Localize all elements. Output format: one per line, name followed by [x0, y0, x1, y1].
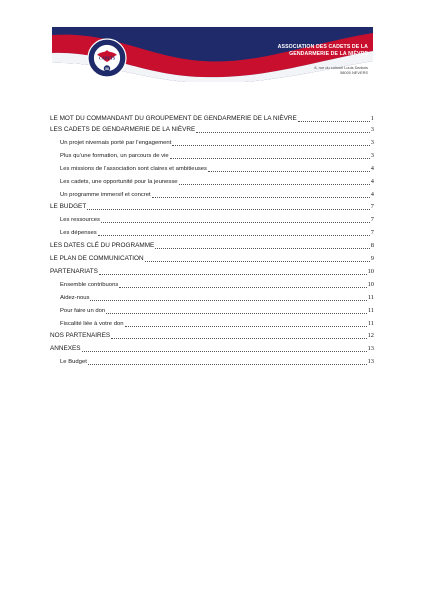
toc-entry-page: 3	[370, 126, 374, 133]
toc-entry-page: 10	[367, 281, 374, 288]
toc-entry[interactable]	[50, 356, 374, 366]
toc-entry-page: 13	[367, 358, 374, 365]
toc-entry[interactable]	[50, 113, 374, 123]
toc-entry[interactable]	[50, 124, 374, 134]
svg-text:58: 58	[105, 66, 109, 71]
cadets-logo	[87, 38, 127, 78]
toc-entry-title: Le Budget	[60, 359, 87, 365]
address-line1: 8, rue du colonel Louis Darbois	[314, 65, 368, 70]
toc-leader-dots	[172, 145, 369, 146]
toc-entry-page: 1	[370, 115, 374, 122]
association-name	[218, 44, 368, 57]
toc-leader-dots	[196, 132, 370, 133]
toc-entry-page: 7	[370, 203, 374, 210]
toc-entry-title: Fiscalité liée à votre don	[60, 321, 124, 327]
toc-leader-dots	[101, 222, 370, 223]
toc-entry[interactable]	[50, 240, 374, 250]
toc-entry-page: 4	[370, 165, 374, 172]
toc-entry[interactable]	[50, 214, 374, 224]
toc-entry-page: 4	[370, 178, 374, 185]
toc-entry-page: 12	[367, 332, 374, 339]
toc-leader-dots	[99, 274, 367, 275]
toc-entry-title: LE MOT DU COMMANDANT DU GROUPEMENT DE GENDARMERIE DE LA NIÈVRE	[50, 115, 297, 122]
toc-entry-title: Plus qu’une formation, un parcours de vie	[60, 153, 169, 159]
toc-leader-dots	[98, 235, 370, 236]
toc-entry[interactable]	[50, 279, 374, 289]
toc-entry-page: 10	[367, 268, 374, 275]
toc-entry[interactable]	[50, 266, 374, 276]
association-address	[218, 65, 368, 75]
toc-leader-dots	[145, 261, 370, 262]
toc-entry-title: Aidez-nous	[60, 295, 90, 301]
toc-entry-title: Les ressources	[60, 217, 100, 223]
toc-entry-title: NOS PARTENAIRES	[50, 332, 111, 339]
toc-leader-dots	[88, 364, 367, 365]
svg-text:CADETS: CADETS	[98, 55, 116, 61]
toc-entry-page: 3	[370, 139, 374, 146]
toc-entry-title: LE BUDGET	[50, 203, 87, 210]
toc-entry-page: 7	[370, 216, 374, 223]
toc-leader-dots	[170, 158, 370, 159]
toc-entry-title: PARTENARIATS	[50, 268, 98, 275]
toc-entry[interactable]	[50, 189, 374, 199]
toc-leader-dots	[298, 121, 370, 122]
toc-leader-dots	[90, 300, 366, 301]
toc-entry-title: Les dépenses	[60, 230, 97, 236]
toc-entry[interactable]	[50, 292, 374, 302]
toc-leader-dots	[208, 171, 370, 172]
toc-entry-page: 11	[367, 320, 374, 327]
toc-entry-page: 9	[370, 255, 374, 262]
toc-leader-dots	[119, 287, 366, 288]
toc-leader-dots	[87, 209, 370, 210]
toc-entry-page: 11	[367, 294, 374, 301]
toc-entry-title: Un programme immersif et concret	[60, 192, 151, 198]
toc-leader-dots	[106, 313, 367, 314]
toc-entry-page: 11	[367, 307, 374, 314]
toc-entry-page: 3	[370, 152, 374, 159]
toc-leader-dots	[111, 338, 366, 339]
toc-leader-dots	[152, 197, 370, 198]
toc-entry[interactable]	[50, 137, 374, 147]
toc-entry[interactable]	[50, 201, 374, 211]
association-name-line2: GENDARMERIE DE LA NIÈVRE	[289, 50, 368, 57]
toc-entry-title: LES CADETS DE GENDARMERIE DE LA NIÈVRE	[50, 126, 196, 133]
toc-leader-dots	[82, 351, 367, 352]
toc-entry-title: Un projet nivernais porté par l’engagement	[60, 140, 172, 146]
toc-entry-title: Pour faire un don	[60, 308, 106, 314]
toc-entry-title: Ensemble contribuons	[60, 282, 119, 288]
toc-entry[interactable]	[50, 150, 374, 160]
toc-entry-page: 13	[367, 345, 374, 352]
toc-entry-title: ANNEXES	[50, 345, 81, 352]
toc-leader-dots	[155, 248, 370, 249]
toc-entry-title: Les cadets, une opportunité pour la jeunesse	[60, 179, 178, 185]
toc-leader-dots	[179, 184, 370, 185]
toc-entry[interactable]	[50, 305, 374, 315]
toc-entry-page: 7	[370, 229, 374, 236]
toc-entry-page: 4	[370, 191, 374, 198]
toc-entry-title: LES DATES CLÉ DU PROGRAMME	[50, 242, 155, 249]
toc-entry[interactable]	[50, 163, 374, 173]
toc-entry-title: LE PLAN DE COMMUNICATION	[50, 255, 144, 262]
toc-entry[interactable]	[50, 318, 374, 328]
toc-entry-page: 8	[370, 242, 374, 249]
toc-leader-dots	[125, 326, 367, 327]
toc-entry[interactable]	[50, 227, 374, 237]
address-line2: 58000 NEVERS	[340, 70, 368, 75]
toc-entry-title: Les missions de l’association sont claires et ambitieuses	[60, 166, 208, 172]
toc-entry[interactable]	[50, 330, 374, 340]
association-name-line1: ASSOCIATION DES CADETS DE LA	[277, 44, 368, 50]
toc-entry[interactable]	[50, 253, 374, 263]
toc-entry[interactable]	[50, 176, 374, 186]
toc-entry[interactable]	[50, 343, 374, 353]
